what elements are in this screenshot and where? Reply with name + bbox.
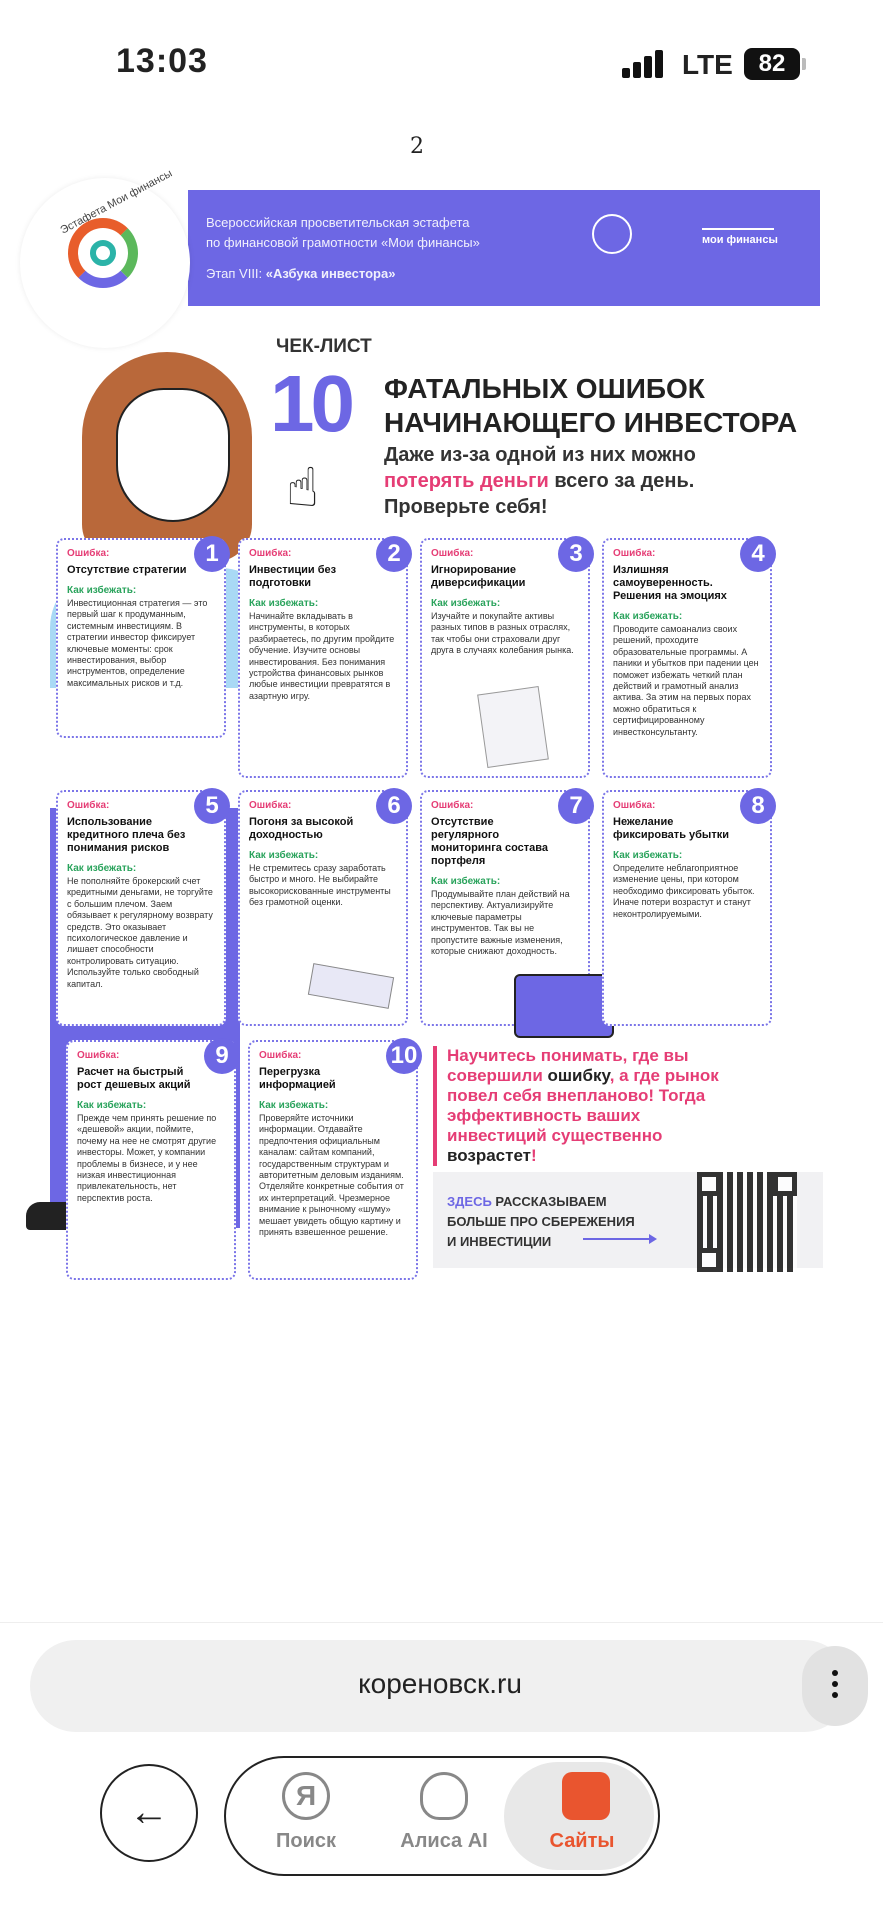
how-text: Определите неблагоприятное изменение цены, при котором необходимо фиксировать убыток. Иначе потери возрастут и станут неконтролируемыми. [613,863,755,919]
error-title: Отсутствие регулярного мониторинга состава портфеля [431,816,549,867]
signal-icon [622,48,666,78]
title-line-2: НАЧИНАЮЩЕГО ИНВЕСТОРА [384,407,798,438]
error-label: Ошибка: [431,800,474,811]
error-title: Нежелание фиксировать убытки [613,816,729,841]
card-number: 9 [204,1038,240,1074]
battery-icon: 82 [744,48,800,80]
cta-part-1: Научитесь понимать, где вы совершили [447,1046,689,1085]
title-line-1: ФАТАЛЬНЫХ ОШИБОК [384,373,705,404]
nav-search[interactable] [236,1758,376,1874]
header-text [206,213,480,253]
pointing-hand-icon: ☝ [286,458,319,518]
qr-corner-icon [773,1172,797,1196]
nav-search-label: Поиск [275,1830,337,1852]
yandex-icon: Я [282,1772,330,1820]
page-number: 2 [410,134,424,159]
stage-name: «Азбука инвестора» [265,266,396,281]
stage-prefix: Этап VIII: [206,266,266,281]
cta-part-2: , а где рынок повел себя внепланово! Тогда эффективность ваших инвестиций существенно [447,1066,719,1145]
nav-alisa-label: Алиса AI [400,1830,488,1852]
status-bar [0,0,883,120]
mistake-card [248,1040,418,1280]
card-number: 7 [558,788,594,824]
how-label: Как избежать: [249,850,319,861]
how-text: Прежде чем принять решение по «дешевой» акции, поймите, почему на нее не смотрят другие инвесторы. Может, у компании проблемы в бизнесе, и у нее низкая инвестиционная привлекательность, нет перспектив роста. [77,1113,217,1203]
battery-tip [802,58,806,70]
error-label: Ошибка: [77,1050,120,1061]
logo-inner-icon [90,240,116,266]
qr-corner-icon [697,1248,721,1272]
more-info-box [433,1172,823,1268]
subtitle-highlight: потерять деньги [384,470,549,492]
mistake-card [602,538,772,778]
how-label: Как избежать: [431,598,501,609]
error-label: Ошибка: [259,1050,302,1061]
how-label: Как избежать: [249,598,319,609]
qr-corner-icon [697,1172,721,1196]
card-number: 8 [740,788,776,824]
header-line-1: Всероссийская просветительская эстафета [206,215,470,230]
subtitle-line-2: всего за день. [548,470,695,492]
big-number: 10 [270,359,351,448]
nav-sites[interactable] [512,1758,652,1874]
mistake-card [66,1040,236,1280]
card-number: 3 [558,536,594,572]
mistake-card [238,538,408,778]
network-type: LTE [682,49,733,80]
header-stage [206,266,395,281]
briefcase-icon [514,974,614,1038]
here-line-3: И ИНВЕСТИЦИИ [447,1234,552,1249]
nav-sites-label: Сайты [549,1830,615,1852]
header-line-2: по финансовой грамотности «Мои финансы» [206,235,480,250]
card-number: 4 [740,536,776,572]
arrow-left-icon: ← [129,1790,169,1834]
card-number: 6 [376,788,412,824]
card-number: 10 [386,1038,422,1074]
how-label: Как избежать: [77,1100,147,1111]
more-menu-button[interactable] [802,1646,868,1726]
error-title: Перегрузка информацией [259,1066,336,1091]
money-stack-icon [308,963,394,1009]
how-text: Инвестиционная стратегия — это первый шаг к продуманным, системным инвестициям. В стратегии инвестор фиксирует ключевые моменты: срок инвестирования, выбор инструментов, определение максимальных рисков и т.д. [67,598,208,688]
here-line-2: БОЛЬШЕ ПРО СБЕРЕЖЕНИЯ [447,1214,635,1229]
how-text: Проводите самоанализ своих решений, проходите образовательные программы. А паники и убытков при падении цен поможет избежать четкий план действий и грамотный анализ актива. За этим на первых порах можно обратиться к сертифицированному инвестконсультанту. [613,624,759,737]
mistake-card [56,538,226,738]
how-text: Не стремитесь сразу заработать быстро и много. Не выбирайте высокорискованные инструменты без грамотной оценки. [249,863,391,908]
error-label: Ошибка: [67,548,110,559]
card-number: 1 [194,536,230,572]
here-word: ЗДЕСЬ [447,1194,492,1209]
how-text: Не пополняйте брокерский счет кредитными деньгами, не торгуйте с большим плечом. Заем обязывает к регулярному возврату средств. Это оказывает психологическое давление и лишает способности контролировать ситуацию. Используйте только свободный капитал. [67,876,213,989]
error-label: Ошибка: [431,548,474,559]
how-label: Как избежать: [613,611,683,622]
how-label: Как избежать: [613,850,683,861]
error-label: Ошибка: [249,548,292,559]
more-info-text [447,1192,635,1252]
error-label: Ошибка: [613,800,656,811]
address-bar[interactable] [30,1640,850,1732]
back-button[interactable] [100,1764,198,1862]
error-title: Игнорирование диверсификации [431,564,526,589]
how-label: Как избежать: [67,585,137,596]
error-title: Излишняя самоуверенность. Решения на эмоциях [613,564,727,602]
mistake-card [56,790,226,1026]
sites-icon [562,1772,610,1820]
how-label: Как избежать: [259,1100,329,1111]
error-label: Ошибка: [67,800,110,811]
ministry-emblem-icon [592,214,632,254]
how-text: Изучайте и покупайте активы разных типов в разных отраслях, так чтобы они страховали друг друга в случаях колебания рынка. [431,611,574,656]
url-text[interactable]: кореновск.ru [358,1668,522,1699]
how-label: Как избежать: [67,863,137,874]
cta-dark-1: ошибку [547,1066,610,1085]
how-label: Как избежать: [431,876,501,887]
poster-title [384,372,797,440]
infographic-poster [20,167,825,1288]
how-text: Проверяйте источники информации. Отдавайте предпочтения официальным каналам: сайтам компаний, государственным структурам и авторитетным деловым изданиям. Отделяйте конкретные события от их интерпретаций. Чрезмерное внимание к рыночному «шуму» мешает увидеть общую картину и принять взвешенное решение. [259,1113,404,1238]
poster-subtitle [384,442,696,520]
alisa-icon [420,1772,468,1820]
moi-finansy-logo: мои финансы [702,228,778,246]
error-title: Расчет на быстрый рост дешевых акций [77,1066,191,1091]
qr-code[interactable] [697,1172,797,1272]
how-text: Продумывайте план действий на перспективу. Актуализируйте ключевые параметры инструментов. Так вы не пропустите важные изменения, которые снижают доходность. [431,889,570,957]
error-title: Инвестиции без подготовки [249,564,337,589]
checklist-label: ЧЕК-ЛИСТ [276,336,372,357]
card-number: 2 [376,536,412,572]
mistake-card [420,538,590,778]
subtitle-line-3: Проверьте себя! [384,496,548,518]
subtitle-line-1: Даже из-за одной из них можно [384,444,696,466]
error-label: Ошибка: [613,548,656,559]
error-label: Ошибка: [249,800,292,811]
how-text: Начинайте вкладывать в инструменты, в которых разбираетесь, по другим пройдите обучение. Изучите основы инвестирования. Без понимания устройства финансовых рынков любые инвестиции превратятся в азартную игру. [249,611,395,701]
error-title: Использование кредитного плеча без понимания рисков [67,816,186,854]
mistake-card [238,790,408,1026]
mistake-card [602,790,772,1026]
status-time: 13:03 [116,42,208,80]
bottom-nav [224,1756,660,1876]
error-title: Погоня за высокой доходностью [249,816,354,841]
more-vertical-icon [832,1670,838,1703]
call-to-action-text [433,1046,727,1166]
cta-dark-2: возрастет [447,1146,532,1165]
documents-coins-icon [477,686,549,768]
girl-face [116,388,230,522]
logo-arc-text: Эстафета Мои финансы [58,167,175,237]
arrow-right-icon [583,1238,655,1240]
here-line-1: РАССКАЗЫВАЕМ [491,1194,607,1209]
card-number: 5 [194,788,230,824]
relay-logo [20,167,190,348]
mistake-card [420,790,590,1026]
cta-end: ! [531,1146,537,1165]
nav-alisa[interactable] [374,1758,514,1874]
error-title: Отсутствие стратегии [67,564,187,576]
